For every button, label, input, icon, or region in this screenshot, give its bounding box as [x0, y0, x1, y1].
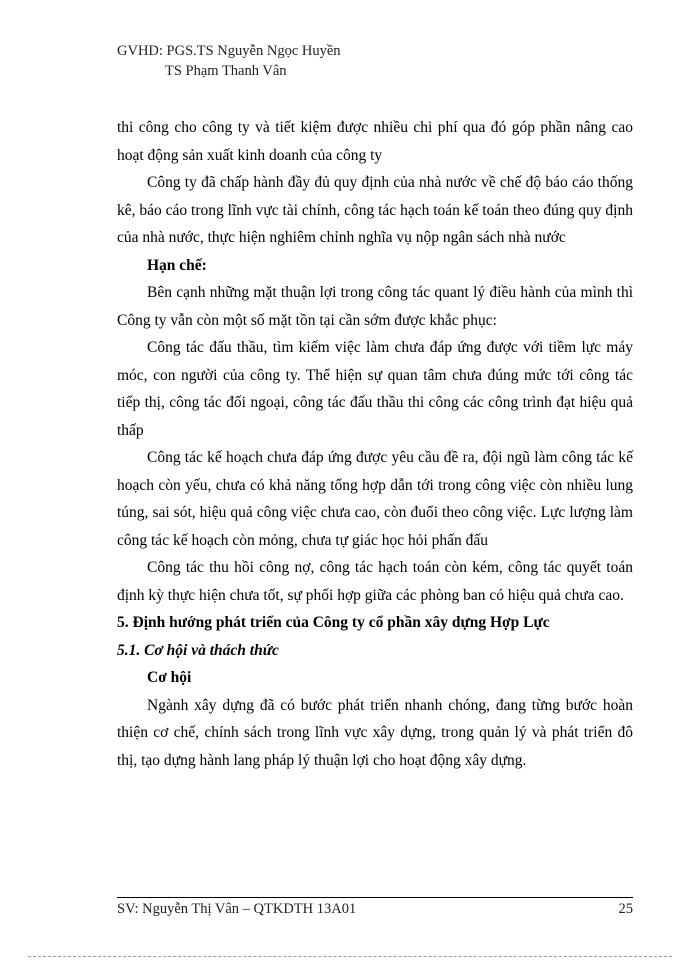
document-body	[117, 114, 633, 774]
heading-co-hoi: Cơ hội	[147, 669, 192, 686]
subsection-heading-5-1: 5.1. Cơ hội và thách thức	[117, 641, 279, 659]
paragraph: Bên cạnh những mặt thuận lợi trong công tác quant lý điều hành của mình thì Công ty vẫn còn một số mặt tồn tại cần sớm được khắc phục:	[117, 284, 633, 329]
paragraph: Công tác đấu thầu, tìm kiếm việc làm chưa đáp ứng được với tiềm lực máy móc, con người của công ty. Thể hiện sự quan tâm chưa đúng mức tới công tác tiếp thị, công tác đối ngoại, công tác đấu thầu thi công các công trình đạt hiệu quả thấp	[117, 339, 633, 439]
paragraph: thi công cho công ty và tiết kiệm được nhiều chi phí qua đó góp phần nâng cao hoạt động sản xuất kinh doanh của công ty	[117, 119, 633, 164]
heading-han-che: Hạn chế:	[147, 256, 207, 274]
page-header	[117, 41, 341, 81]
page-break-line	[28, 956, 672, 957]
page-footer	[117, 901, 633, 918]
paragraph: Ngành xây dựng đã có bước phát triển nhanh chóng, đang từng bước hoàn thiện cơ chế, chính sách trong lĩnh vực xây dựng, trong quản lý và phát triển đô thị, tạo dựng hành lang pháp lý thuận lợi cho hoạt động xây dựng.	[117, 696, 633, 769]
footer-divider	[117, 897, 633, 898]
paragraph: Công tác kế hoạch chưa đáp ứng được yêu cầu đề ra, đội ngũ làm công tác kế hoạch còn yếu, chưa có khả năng tổng hợp dẫn tới trong công việc còn nhiều lung túng, sai sót, hiệu quả công việc chưa cao, còn đuổi theo công việc. Lực lượng làm công tác kế hoạch còn mỏng, chưa tự giác học hỏi phấn đấu	[117, 449, 633, 549]
section-heading-5: 5. Định hướng phát triển của Công ty cổ phần xây dựng Hợp Lực	[117, 614, 550, 631]
advisor-line-1: GVHD: PGS.TS Nguyễn Ngọc Huyền	[117, 43, 341, 59]
page-number: 25	[618, 901, 633, 917]
student-info: SV: Nguyễn Thị Vân – QTKDTH 13A01	[117, 901, 357, 917]
paragraph: Công tác thu hồi công nợ, công tác hạch toán còn kém, công tác quyết toán định kỳ thực hiện chưa tốt, sự phối hợp giữa các phòng ban có hiệu quả chưa cao.	[117, 559, 633, 604]
paragraph: Công ty đã chấp hành đầy đủ quy định của nhà nước về chế độ báo cáo thống kê, báo cáo trong lĩnh vực tài chính, công tác hạch toán kế toán theo đúng quy định của nhà nước, thực hiện nghiêm chỉnh nghĩa vụ nộp ngân sách nhà nước	[117, 174, 633, 246]
advisor-line-2: TS Phạm Thanh Vân	[165, 63, 287, 79]
